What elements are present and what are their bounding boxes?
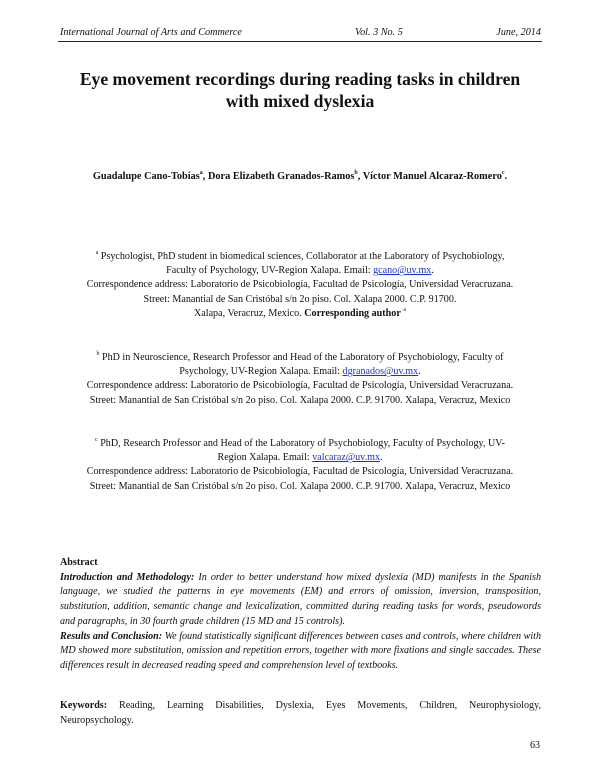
- page-number: 63: [530, 740, 540, 751]
- email-link-a[interactable]: gcano@uv.mx: [373, 265, 432, 277]
- title-line-2: with mixed dyslexia: [225, 91, 375, 111]
- abstract-section: [60, 556, 541, 674]
- abstract-heading: Abstract: [60, 557, 98, 568]
- header-rule: [58, 41, 542, 42]
- affiliation-b: $^b$ PhD in Neuroscience, Research Professor and Head of the Laboratory of Psychobiology, Faculty of Psychology, UV-Region Xalapa. Email: dgranados@uv.mx. Correspondence address: Laboratorio de Psicobiología, Facultad de Psicología, Universidad Veracruzana. Street: Manantial de San Cristóbal s/n 2o piso. Col. Xalapa 2000. C.P. 91700. Xalapa, Veracruz, Mexico: [86, 351, 514, 406]
- keywords-label: Keywords:: [60, 700, 108, 711]
- author-2: Dora Elizabeth Granados-Ramos: [207, 171, 355, 182]
- author-3-sup: c: [501, 170, 505, 176]
- affiliation-a: $^a$ Psychologist, PhD student in biomedical sciences, Collaborator at the Laboratory of Psychobiology, Faculty of Psychology, UV-Region Xalapa. Email: gcano@uv.mx. Correspondence address: Laboratorio de Psicobiología, Facultad de Psicología, Universidad Veracruzana. Street: Manantial de San Cristóbal s/n 2o piso. Col. Xalapa 2000. C.P. 91700. Xalapa, Veracruz, Mexico. Corresponding author $^a$: [86, 250, 514, 319]
- email-link-b[interactable]: dgranados@uv.mx: [342, 366, 419, 378]
- intro-text: In order to better understand how mixed dyslexia (MD) manifests in the Spanish language, we studied the patterns in eye movements (EM) and errors of omission, inversion, transposition, substitution, addition, semantic change and lexicalization, committed during reading tasks for words, pseudowords and paragraphs, in 30 fourth grade children (15 MD and 15 controls).: [60, 571, 541, 627]
- running-header: [60, 27, 541, 41]
- title-line-1: Eye movement recordings during reading tasks in children: [79, 69, 521, 89]
- volume-number: Vol. 3 No. 5: [355, 27, 403, 38]
- author-1-sup: a: [199, 170, 203, 176]
- corresponding-author-label: Corresponding author: [304, 307, 401, 319]
- results-text: We found statistically significant differences between cases and controls, where children with MD showed more substitution, omission and repetition errors, together with more fixations and single saccades. These differences result in decreased reading speed and comprehension level of textbooks.: [60, 630, 541, 671]
- paper-title: [60, 68, 540, 112]
- author-2-sup: b: [354, 170, 358, 176]
- author-3: Víctor Manuel Alcaraz-Romero: [362, 171, 502, 182]
- keywords: [60, 699, 541, 728]
- journal-name: International Journal of Arts and Commerce: [60, 27, 242, 38]
- author-1: Guadalupe Cano-Tobías: [92, 171, 200, 182]
- keywords-text: Reading, Learning Disabilities, Dyslexia, Eyes Movements, Children, Neurophysiology, Neuropsychology.: [60, 700, 541, 726]
- email-link-c[interactable]: valcaraz@uv.mx: [312, 452, 380, 464]
- affiliation-c: $^c$ PhD, Research Professor and Head of the Laboratory of Psychobiology, Faculty of Psychology, UV- Region Xalapa. Email: valcaraz@uv.mx. Correspondence address: Laboratorio de Psicobiología, Facultad de Psicología, Universidad Veracruzana. Street: Manantial de San Cristóbal s/n 2o piso. Col. Xalapa 2000. C.P. 91700. Xalapa, Veracruz, Mexico: [86, 437, 514, 492]
- intro-label: Introduction and Methodology:: [60, 571, 195, 583]
- results-label: Results and Conclusion:: [60, 630, 163, 642]
- author-list: Guadalupe Cano-Tobías$^a$, Dora Elizabeth Granados-Ramos$^b$, Víctor Manuel Alcaraz-Romero$^c$.: [92, 170, 508, 182]
- issue-date: June, 2014: [496, 27, 541, 38]
